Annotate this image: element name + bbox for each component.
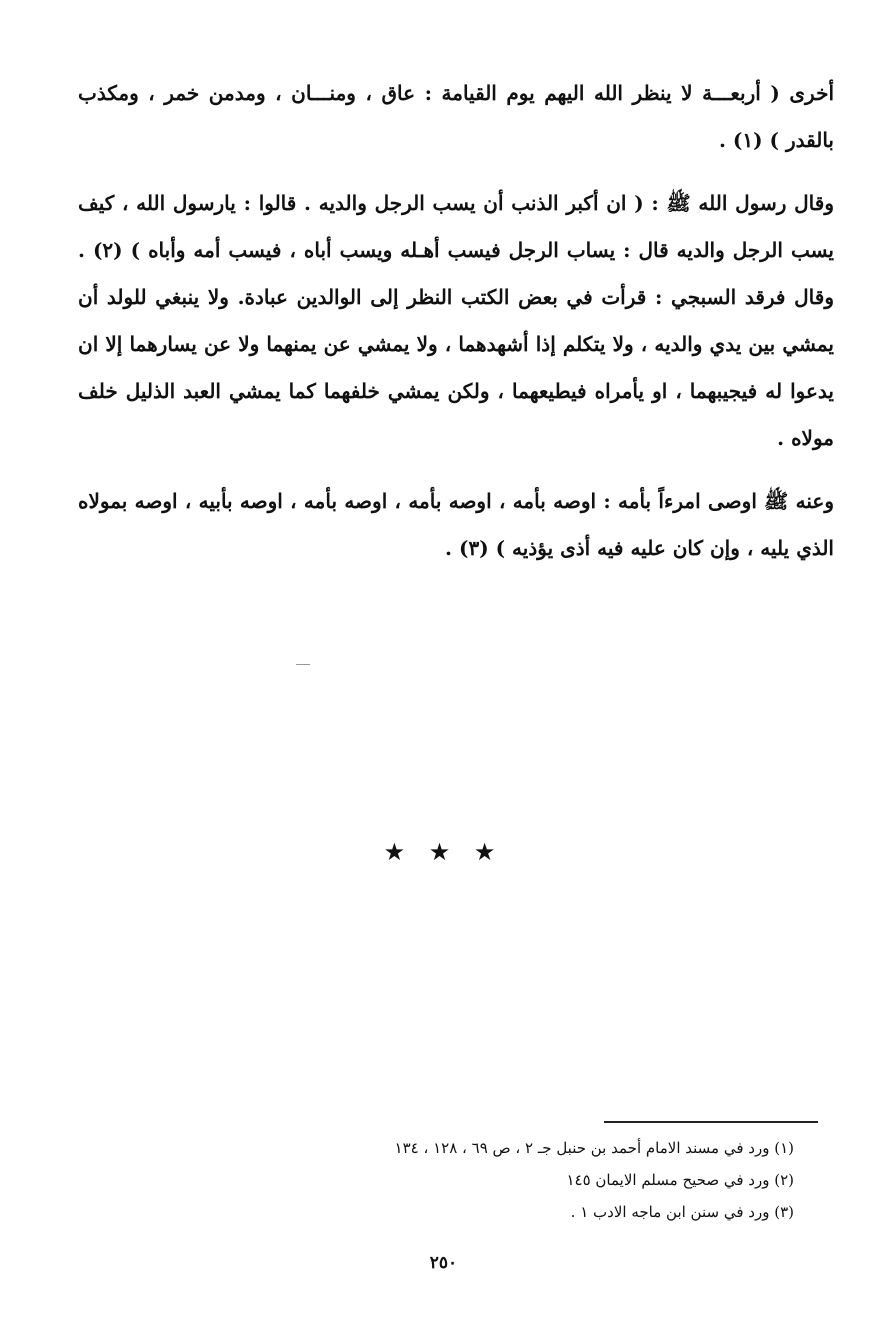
footnote-3: (٣) ورد في سنن ابن ماجه الادب ١ . <box>570 1203 794 1221</box>
page-number: ٢٥٠ <box>429 1253 458 1273</box>
scan-mark <box>296 664 310 665</box>
paragraph-2: وقال رسول الله ﷺ : ( ان أكبر الذنب أن يسب الرجل والديه . قالوا : يارسول الله ، كيف يسب الرجل والديه قال : يساب الرجل فيسب أهـله ويسب أباه ، فيسب أمه وأباه ) (٢) . وقال فرقد السبجي : قرأت في بعض الكتب النظر إلى الوالدين عبادة. ولا ينبغي للولد أن يمشي بين يدي والديه ، ولا يتكلم إذا أشهدهما ، ولا يمشي عن يمنهما ولا عن يسارهما إلا ان يدعوا له فيجيبهما ، او يأمراه فيطيعهما ، ولكن يمشي خلفهما كما يمشي العبد الذليل خلف مولاه . <box>78 191 834 450</box>
paragraph-3: وعنه ﷺ اوصى امرءاً بأمه : اوصه بأمه ، اوصه بأمه ، اوصه بأمه ، اوصه بأبيه ، اوصه بمولاه الذي يليه ، وإن كان عليه فيه أذى يؤذيه ) (٣) . <box>78 489 834 560</box>
footnote-divider <box>604 1121 818 1123</box>
main-text <box>78 70 834 588</box>
footnotes <box>200 1132 794 1228</box>
section-separator: ★ ★ ★ <box>383 838 504 866</box>
footnote-2: (٢) ورد في صحيح مسلم الايمان ١٤٥ <box>566 1171 794 1189</box>
paragraph-1: أخرى ( أربعـــة لا ينظر الله اليهم يوم القيامة : عاق ، ومنـــان ، ومدمن خمر ، ومكذب بالقدر ) (١) . <box>78 81 834 152</box>
footnote-1: (١) ورد في مسند الامام أحمد بن حنبل جـ ٢ ، ص ٦٩ ، ١٢٨ ، ١٣٤ <box>394 1139 794 1157</box>
